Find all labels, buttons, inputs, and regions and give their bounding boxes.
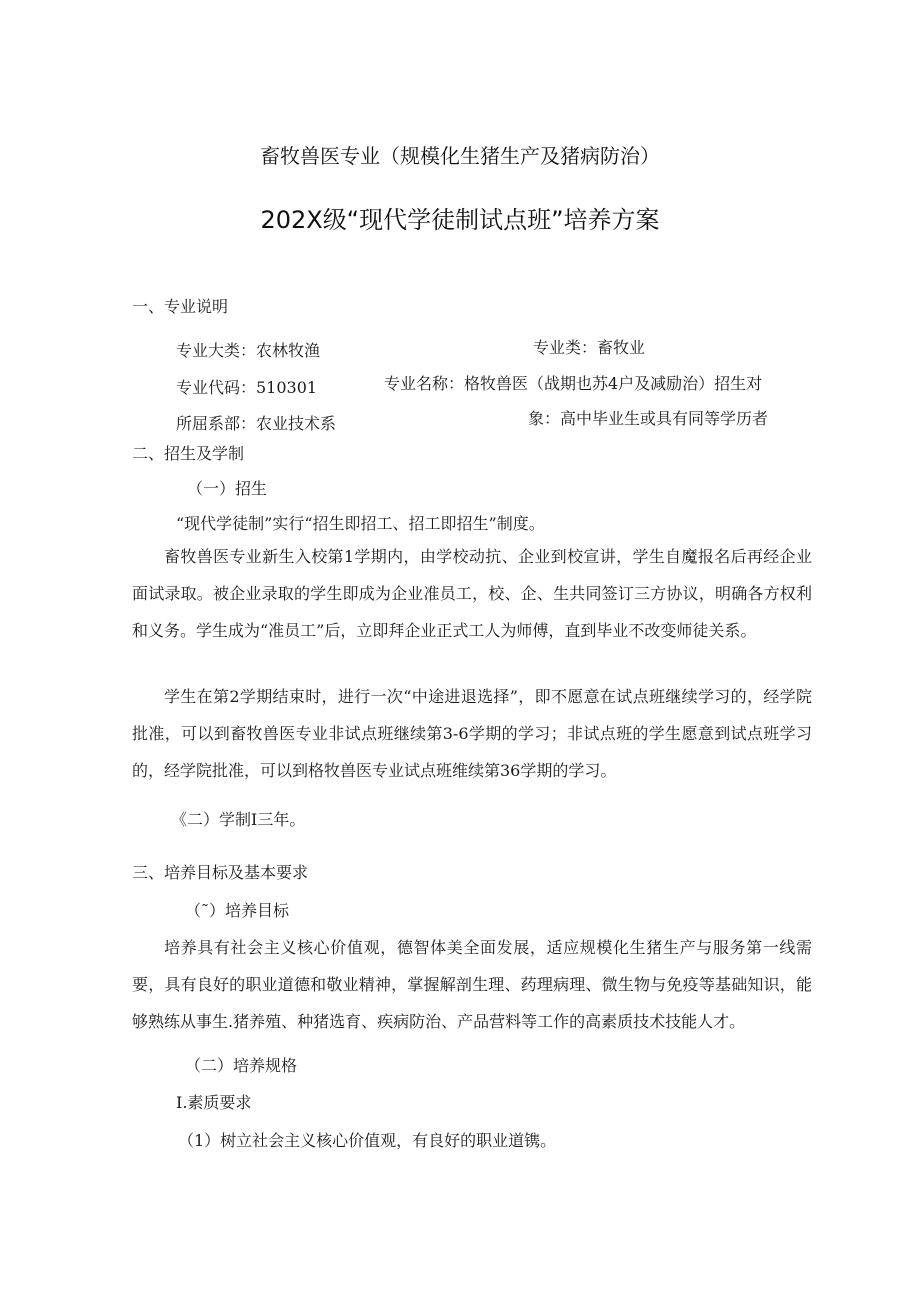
- subsection-study-length: 《二）学制I三年。: [171, 810, 306, 829]
- paragraph-enrollment-process: 畜牧兽医专业新生入校第1学期内，由学校动抗、企业到校宣讲，学生自魔报名后再经企业面试录取。被企业录取的学生即成为企业准员工，校、企、生共同签订三方协议，明确各方权利和义务。学生成为“准员工”后，立即拜企业正式工人为师傅，直到毕业不改变师徒关系。: [132, 547, 812, 640]
- section-1-heading: 一、专业说明: [132, 297, 229, 316]
- paragraph-enrollment-system: “现代学徒制”实行“招生即招工、招工即招生”制度。: [176, 514, 545, 533]
- info-major-category: 专业大类：农林牧渔: [176, 341, 321, 360]
- info-enrollment-target: 象：高中毕业生或具有同等学历者: [528, 409, 769, 428]
- info-department: 所屈系部：农业技术系: [176, 414, 337, 433]
- document-title: 畜牧兽医专业（规模化生猪生产及猪病防治）: [260, 144, 660, 168]
- info-major-code: 专业代码：510301: [176, 378, 318, 397]
- section-3-heading: 三、培养目标及基本要求: [132, 863, 309, 882]
- list-item: （1）树立社会主义核心价值观，有良好的职业道镌。: [178, 1131, 557, 1150]
- subsection-enrollment: （一）招生: [187, 479, 268, 498]
- info-major-class: 专业类：畜牧业: [533, 338, 646, 357]
- info-major-name: 专业名称：格牧兽医（战期也苏4户及减励治）招生对: [384, 374, 763, 393]
- paragraph-midway-choice: 学生在第2学期结束时，进行一次“中途进退选择”，即不愿意在试点班继续学习的，经学院批准，可以到畜牧兽医专业非试点班继续第3-6学期的学习；非试点班的学生愿意到试点班学习的，经学院批准，可以到格牧兽医专业试点班维续第36学期的学习。: [132, 687, 812, 780]
- document-subtitle: 202X级“现代学徒制试点班”培养方案: [260, 206, 660, 234]
- quality-requirements-heading: I.素质要求: [176, 1093, 252, 1112]
- section-2-heading: 二、招生及学制: [132, 444, 245, 463]
- subsection-training-spec: （二）培养规格: [185, 1056, 298, 1075]
- paragraph-training-goal: 培养具有社会主义核心价值观，德智体美全面发展，适应规模化生猪生产与服务第一线需要，具有良好的职业道德和敬业精神，掌握解剖生理、药理病理、微生物与免疫等基础知识，能够熟练从事生.猪养殖、种猪选育、疾病防治、产品营料等工作的高素质技术技能人才。: [132, 938, 812, 1031]
- subsection-training-goal: （˜）培养目标: [185, 901, 290, 920]
